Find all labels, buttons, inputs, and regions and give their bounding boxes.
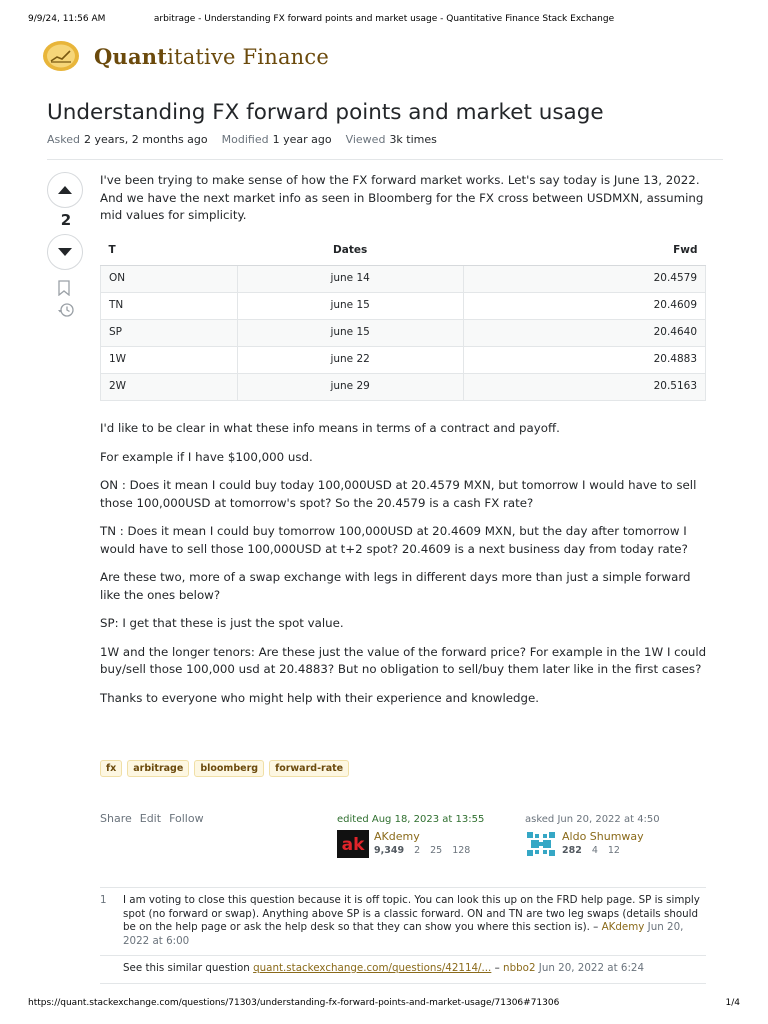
question-paragraph: 1W and the longer tenors: Are these just the value of the forward price? For example in the 1W I could buy/sell those 100,000 usd at 20.4883? But no obligation to sell/buy them later like in the first cases? xyxy=(100,644,707,676)
divider xyxy=(47,159,723,160)
comment-text: See this similar question quant.stackexchange.com/questions/42114/... – nbbo2 Jun 20, 2022 at 6:24 xyxy=(123,962,645,974)
comment-list xyxy=(100,887,706,984)
asker-name[interactable]: Aldo Shumway xyxy=(562,830,644,843)
editor-name[interactable]: AKdemy xyxy=(374,830,420,843)
tag-bloomberg[interactable]: bloomberg xyxy=(194,760,264,777)
tenor-cell: TN xyxy=(101,293,238,320)
asker-reputation: 282 4 12 xyxy=(562,845,620,856)
fwd-cell: 20.4640 xyxy=(463,320,705,347)
tenor-cell: SP xyxy=(101,320,238,347)
avatar-initials: ak xyxy=(341,835,365,855)
table-row xyxy=(101,293,706,320)
question-paragraph: TN : Does it mean I could buy tomorrow 100,000USD at 20.4609 MXN, but the day after tomorrow I would have to sell those 100,000USD at t+2 spot? 20.4609 is a next business day from today rate? xyxy=(100,524,688,556)
avatar[interactable] xyxy=(525,830,557,858)
question-paragraph: ON : Does it mean I could buy today 100,000USD at 20.4579 MXN, but tomorrow I would have to sell those 100,000USD at tomorrow's spot? So the 20.4579 is a cash FX rate? xyxy=(100,478,697,510)
follow-link[interactable]: Follow xyxy=(169,812,204,825)
table-header: Dates xyxy=(237,236,463,266)
modified-info: Modified 1 year ago xyxy=(221,133,332,146)
comment-text: I am voting to close this question because it is off topic. You can look this up on the FRD help page. SP is simply spot (no forward or swap). Anything above SP is a classic forward. ON and TN are two leg swaps (details should be on the help page or ask the help desk so that they can show you where this section is). – AKdemy Jun 20, 2022 at 6:00 xyxy=(123,894,700,947)
edited-timestamp[interactable]: edited Aug 18, 2023 at 13:55 xyxy=(337,814,485,825)
table-row xyxy=(101,347,706,374)
date-cell: june 14 xyxy=(237,266,463,293)
date-cell: june 22 xyxy=(237,347,463,374)
table-row xyxy=(101,266,706,293)
comment-link[interactable]: quant.stackexchange.com/questions/42114/... xyxy=(253,962,492,974)
fx-forward-table xyxy=(100,236,706,402)
comment-user[interactable]: AKdemy xyxy=(601,921,645,933)
comment xyxy=(100,955,706,984)
table-header: Fwd xyxy=(463,236,705,266)
site-name: Quantitative Finance xyxy=(94,43,329,69)
print-datetime: 9/9/24, 11:56 AM xyxy=(28,14,106,24)
print-page-number: 1/4 xyxy=(725,998,740,1008)
question-paragraph: For example if I have $100,000 usd. xyxy=(100,449,313,464)
history-icon[interactable] xyxy=(57,302,75,318)
fwd-cell: 20.4609 xyxy=(463,293,705,320)
question-body xyxy=(100,172,708,718)
viewed-info: Viewed 3k times xyxy=(345,133,437,146)
edit-link[interactable]: Edit xyxy=(139,812,162,825)
table-row xyxy=(101,374,706,401)
vote-count: 2 xyxy=(60,211,72,229)
tag-fx[interactable]: fx xyxy=(100,760,122,777)
table-header-row xyxy=(101,236,706,266)
comment xyxy=(100,887,706,955)
asked-timestamp[interactable]: asked Jun 20, 2022 at 4:50 xyxy=(525,814,660,825)
upvote-button[interactable] xyxy=(47,172,83,208)
quant-logo-icon xyxy=(42,40,80,72)
editor-reputation: 9,349 2 25 128 xyxy=(374,845,471,856)
question-paragraph: I'd like to be clear in what these info means in terms of a contract and payoff. xyxy=(100,421,560,435)
date-cell: june 15 xyxy=(237,293,463,320)
asked-info: Asked 2 years, 2 months ago xyxy=(47,133,208,146)
editor-signature xyxy=(337,814,484,858)
tag-arbitrage[interactable]: arbitrage xyxy=(127,760,189,777)
table-header: T xyxy=(101,236,238,266)
print-page-title: arbitrage - Understanding FX forward points and market usage - Quantitative Finance Stack Exchange xyxy=(153,14,615,24)
tag-forward-rate[interactable]: forward-rate xyxy=(269,760,349,777)
fwd-cell: 20.4883 xyxy=(463,347,705,374)
downvote-button[interactable] xyxy=(47,234,83,270)
question-paragraph: SP: I get that these is just the spot value. xyxy=(100,616,344,630)
comment-score: 1 xyxy=(100,894,107,906)
tag-list xyxy=(100,760,349,777)
comment-user[interactable]: nbbo2 xyxy=(503,962,536,974)
asker-signature xyxy=(525,814,660,858)
question-meta xyxy=(47,133,437,146)
arrow-down-icon xyxy=(57,247,73,257)
question-intro: I've been trying to make sense of how the FX forward market works. Let's say today is June 13, 2022. And we have the next market info as seen in Bloomberg for the FX cross between USDMXN, assuming mid values for simplicity. xyxy=(100,173,704,222)
arrow-up-icon xyxy=(57,185,73,195)
tenor-cell: 2W xyxy=(101,374,238,401)
comment-score xyxy=(100,962,123,976)
question-paragraph: Thanks to everyone who might help with their experience and knowledge. xyxy=(100,690,539,705)
date-cell: june 29 xyxy=(237,374,463,401)
tenor-cell: 1W xyxy=(101,347,238,374)
fwd-cell: 20.5163 xyxy=(463,374,705,401)
date-cell: june 15 xyxy=(237,320,463,347)
vote-column xyxy=(47,172,85,318)
share-link[interactable]: Share xyxy=(100,812,132,825)
avatar[interactable] xyxy=(337,830,369,858)
site-logo[interactable] xyxy=(42,40,329,72)
table-row xyxy=(101,320,706,347)
fwd-cell: 20.4579 xyxy=(463,266,705,293)
question-title[interactable]: Understanding FX forward points and market usage xyxy=(47,100,604,125)
comment-date[interactable]: Jun 20, 2022 at 6:24 xyxy=(538,962,645,974)
bookmark-icon[interactable] xyxy=(57,280,71,296)
print-url: https://quant.stackexchange.com/questions/71303/understanding-fx-forward-points-and-market-usage/71306#71306 xyxy=(28,998,560,1008)
tenor-cell: ON xyxy=(101,266,238,293)
comment-date[interactable]: Jun 20, 2022 at 6:00 xyxy=(123,921,684,947)
post-menu xyxy=(100,812,204,825)
question-paragraph: Are these two, more of a swap exchange with legs in different days more than just a simple forward like the ones below? xyxy=(100,570,691,602)
